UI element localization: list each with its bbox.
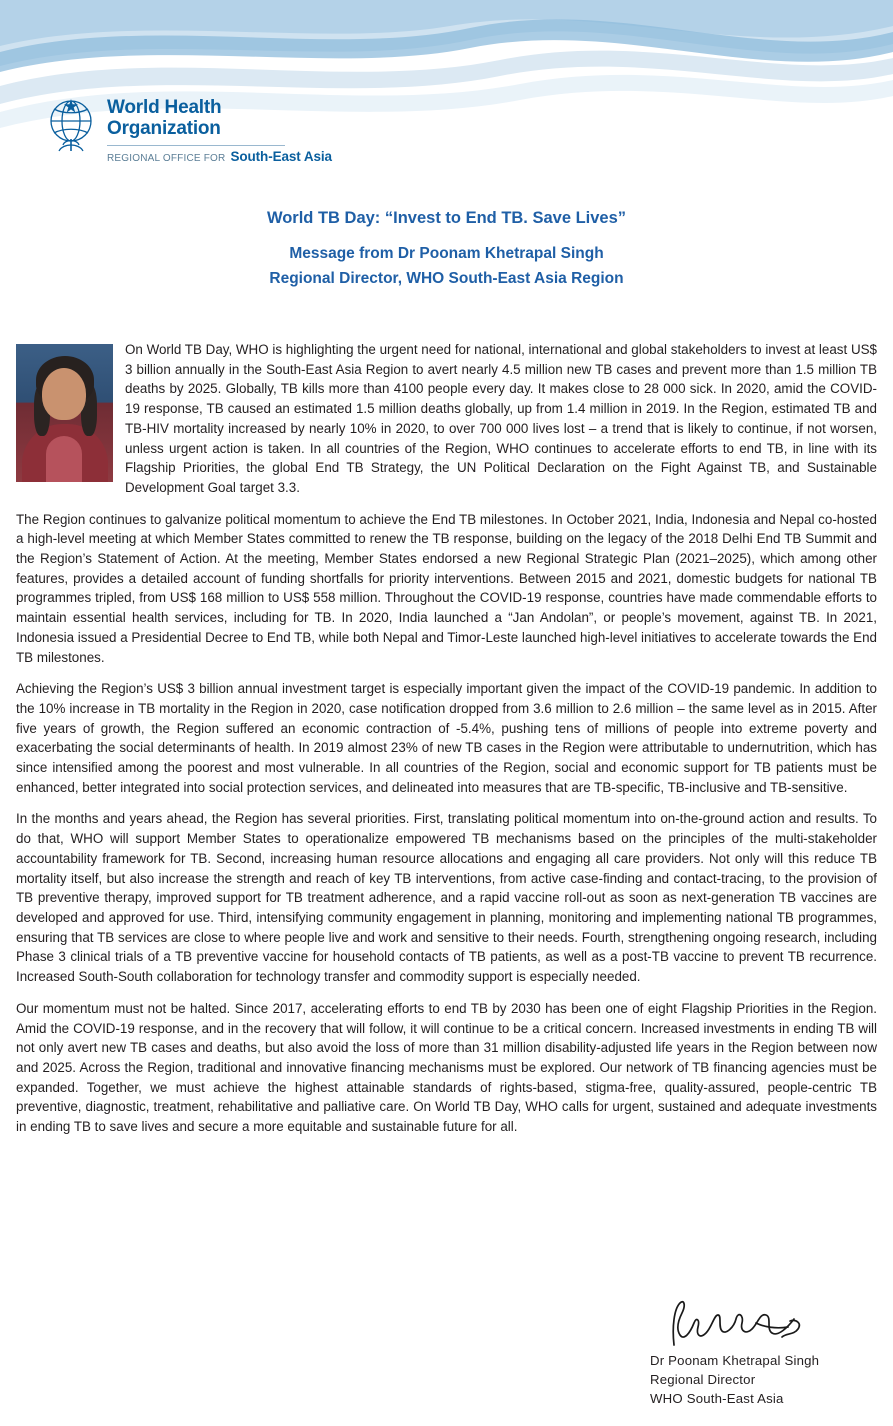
title-line-3: Regional Director, WHO South-East Asia Region: [269, 269, 624, 287]
paragraph-1: On World TB Day, WHO is highlighting the urgent need for national, international and global stakeholders to invest at least US$ 3 billion annually in the South-East Asia Region to avert nearly 4.5 million new TB cases and prevent more than 1.5 million TB deaths by 2025. Globally, TB kills more than 4100 people every day. It makes close to 28 000 sick. In 2020, amid the COVID-19 response, TB caused an estimated 1.5 million deaths globally, up from 1.4 million in 2019. In the Region, estimated TB and TB-HIV mortality increased by nearly 10% in 2020, to over 700 000 lives lost – a trend that is likely to continue, if not worsen, unless urgent action is taken. In all countries of the Region, WHO continues to accelerate efforts to end TB, in line with its Flagship Priorities, the global End TB Strategy, the UN Political Declaration on the Fight Against TB, and Sustainable Development Goal target 3.3.: [125, 342, 877, 495]
paragraph-3: Achieving the Region’s US$ 3 billion annual investment target is especially important given the impact of the COVID-19 pandemic. In addition to the 10% increase in TB mortality in the Region in 2020, case notification dropped from 3.6 million to 2.6 million – the same level as in 2015. After five years of growth, the Region suffered an economic contraction of -5.4%, pushing tens of millions of people into extreme poverty and exacerbating the social determinants of health. In 2019 almost 23% of new TB cases in the Region were attributable to undernutrition, which has since intensified among the poorest and most vulnerable. In all countries of the Region, social and economic support for TB patients must be enhanced, better integrated into social protection services, and delineated into measures that are TB-specific, TB-inclusive and TB-sensitive.: [16, 681, 877, 795]
portrait-photo: [16, 344, 113, 482]
signer-role: Regional Director: [650, 1371, 756, 1387]
who-logo-text: [107, 95, 332, 164]
document-body: [16, 340, 877, 1137]
regional-office-name: South-East Asia: [230, 148, 332, 164]
who-emblem-icon: [45, 95, 97, 153]
signer-office: WHO South-East Asia: [650, 1390, 784, 1406]
page-title: World TB Day: “Invest to End TB. Save Lives”: [266, 209, 627, 227]
logo-divider: [107, 145, 285, 146]
who-logo-line-2: Organization: [107, 118, 221, 140]
regional-office-prefix: REGIONAL OFFICE FOR: [107, 152, 226, 164]
who-logo-line-1: World Health: [107, 97, 222, 118]
title-line-2: Message from Dr Poonam Khetrapal Singh: [289, 245, 604, 263]
signature-block: [650, 1297, 880, 1408]
who-regional-office-label: [107, 149, 332, 164]
paragraph-4: In the months and years ahead, the Region has several priorities. First, translating political momentum into on-the-ground action and results. To do that, WHO will support Member States to operationalize empowered TB mechanisms based on the principles of the multi-stakeholder accountability framework for TB. Second, increasing human resource allocations and engaging all care providers. Not only will this reduce TB mortality itself, but also increase the strength and reach of key TB interventions, from active case-finding and contact-tracing, to the provision of TB preventive therapy, improved support for TB treatment adherence, and a rapid vaccine roll-out as soon as next-generation TB vaccines are developed and approved for use. Third, intensifying community engagement in planning, monitoring and implementing national TB programmes, ensuring that TB services are close to where people live and work and sensitive to their needs. Fourth, strengthening ongoing research, including Phase 3 clinical trials of a TB preventive vaccine for household contacts of TB patients, as well as a post-TB vaccine to prevent TB recurrence. Increased South-South collaboration for technology transfer and commodity support is especially needed.: [16, 811, 877, 985]
signer-name: Dr Poonam Khetrapal Singh: [650, 1352, 820, 1368]
handwritten-signature: [660, 1297, 880, 1351]
paragraph-2: The Region continues to galvanize political momentum to achieve the End TB milestones. In October 2021, India, Indonesia and Nepal co-hosted a high-level meeting at which Member States committed to renew the TB response, building on the legacy of the 2018 Delhi End TB Summit and the Region’s Statement of Action. At the meeting, Member States endorsed a new Regional Strategic Plan (2021–2025), which among other features, provides a detailed account of funding shortfalls for priority interventions. Between 2015 and 2021, domestic budgets for national TB programmes tripled, from US$ 168 million to US$ 558 million. Throughout the COVID-19 response, countries have made commendable efforts to maintain essential health services, including for TB. In 2020, India launched a “Jan Andolan”, or people’s movement, against TB. In 2021, Indonesia issued a Presidential Decree to End TB, while both Nepal and Timor-Leste launched high-level initiatives to accelerate towards the End TB milestones.: [16, 511, 877, 665]
document-title-block: [0, 208, 893, 290]
who-logo: [45, 95, 332, 164]
paragraph-5: Our momentum must not be halted. Since 2017, accelerating efforts to end TB by 2030 has been one of eight Flagship Priorities in the Region. Amid the COVID-19 response, and in the recovery that will follow, it will continue to be a critical concern. Increased investments in ending TB will not only avert new TB cases and deaths, but also avoid the loss of more than 31 million disability-adjusted life years in the Region between now and 2025. Across the Region, traditional and innovative financing mechanisms must be explored. Our network of TB financing agencies must be expanded. Together, we must achieve the highest attainable standards of rights-based, stigma-free, quality-assured, people-centric TB preventive, diagnostic, treatment, rehabilitative and palliative care. On World TB Day, WHO calls for urgent, sustained and adequate investments in ending TB to save lives and secure a more equitable and sustainable future for all.: [16, 1000, 877, 1135]
